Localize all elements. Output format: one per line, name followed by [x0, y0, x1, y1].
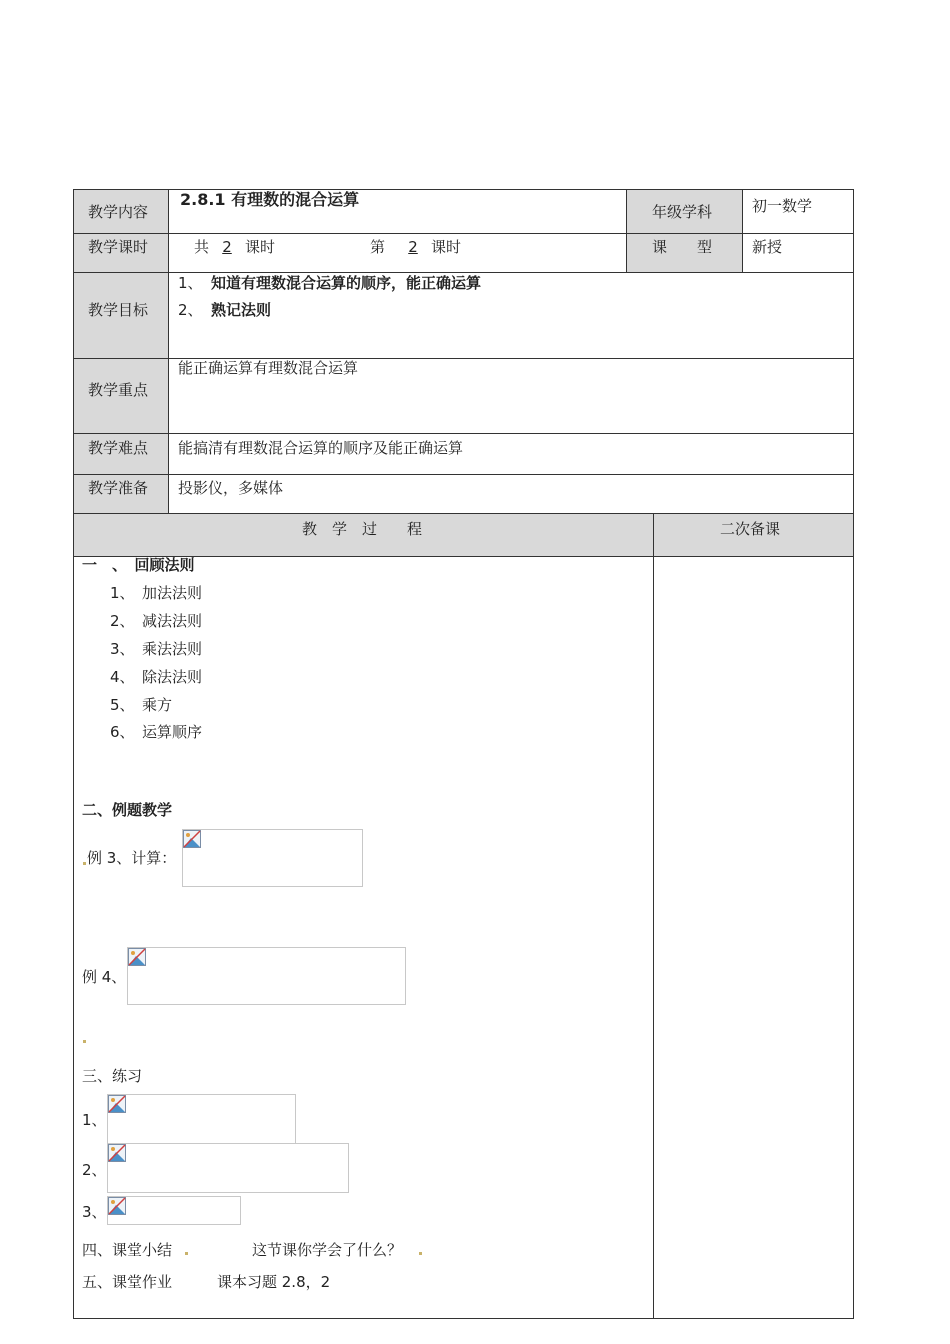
practice-1-label: 1、 — [82, 1111, 107, 1129]
review-item-5: 5、 乘方 — [110, 696, 173, 714]
goal-2-num: 2、 — [178, 301, 203, 319]
goal-1-num: 1、 — [178, 274, 203, 292]
practice-3-label: 3、 — [82, 1203, 107, 1221]
goal-1-text: 知道有理数混合运算的顺序，能正确运算 — [211, 274, 482, 292]
lesson-title: 2.8.1 有理数的混合运算 — [180, 190, 360, 209]
preparation-label: 教学准备 — [88, 479, 149, 497]
lesson-unit: 课时 — [431, 238, 462, 256]
type-value: 新授 — [752, 238, 783, 256]
review-item-2: 2、 减法法则 — [110, 612, 203, 630]
review-item-1: 1、 加法法则 — [110, 584, 203, 602]
lesson-number: 2 — [408, 238, 418, 256]
difficulty-text: 能搞清有理数混合运算的顺序及能正确运算 — [178, 439, 464, 457]
hours-prefix: 共 — [194, 238, 210, 256]
broken-image-icon — [183, 830, 201, 848]
section-review-title: 一 、 回顾法则 — [82, 556, 195, 574]
broken-image-icon — [108, 1197, 126, 1215]
preparation-text: 投影仪，多媒体 — [178, 479, 284, 497]
review-item-4: 4、 除法法则 — [110, 668, 203, 686]
example-4-label: 例 4、 — [82, 968, 127, 986]
review-item-6: 6、 运算顺序 — [110, 723, 203, 741]
secondary-prep-header: 二次备课 — [720, 520, 781, 538]
summary-label: 四、课堂小结 — [82, 1241, 173, 1259]
broken-image-icon — [128, 948, 146, 966]
grade-subject-value: 初一数学 — [752, 197, 813, 215]
practice-3-image — [107, 1196, 241, 1225]
section-practice-title: 三、练习 — [82, 1067, 143, 1085]
type-label: 课 型 — [652, 238, 713, 256]
practice-1-image — [107, 1094, 296, 1144]
broken-image-icon — [108, 1095, 126, 1113]
review-item-3: 3、 乘法法则 — [110, 640, 203, 658]
example-4-image — [127, 947, 406, 1005]
difficulty-label: 教学难点 — [88, 439, 149, 457]
lesson-prefix: 第 — [370, 238, 386, 256]
homework-label: 五、课堂作业 — [82, 1273, 173, 1291]
hours-total: 2 — [222, 238, 232, 256]
process-header: 教 学 过 程 — [302, 520, 423, 538]
practice-2-label: 2、 — [82, 1161, 107, 1179]
homework-text: 课本习题 2.8，2 — [217, 1273, 331, 1291]
key-point-label: 教学重点 — [88, 381, 149, 399]
summary-text: 这节课你学会了什么？ — [252, 1241, 403, 1259]
key-point-text: 能正确运算有理数混合运算 — [178, 359, 359, 377]
hours-label: 教学课时 — [88, 238, 149, 256]
example-3-label: 例 3、计算： — [87, 849, 177, 867]
hours-unit: 课时 — [245, 238, 276, 256]
practice-2-image — [107, 1143, 349, 1193]
grade-subject-label: 年级学科 — [652, 203, 713, 221]
broken-image-icon — [108, 1144, 126, 1162]
example-3-image — [182, 829, 363, 887]
goal-2-text: 熟记法则 — [211, 301, 272, 319]
section-examples-title: 二、例题教学 — [82, 801, 173, 819]
content-label: 教学内容 — [88, 203, 149, 221]
goals-label: 教学目标 — [88, 301, 149, 319]
